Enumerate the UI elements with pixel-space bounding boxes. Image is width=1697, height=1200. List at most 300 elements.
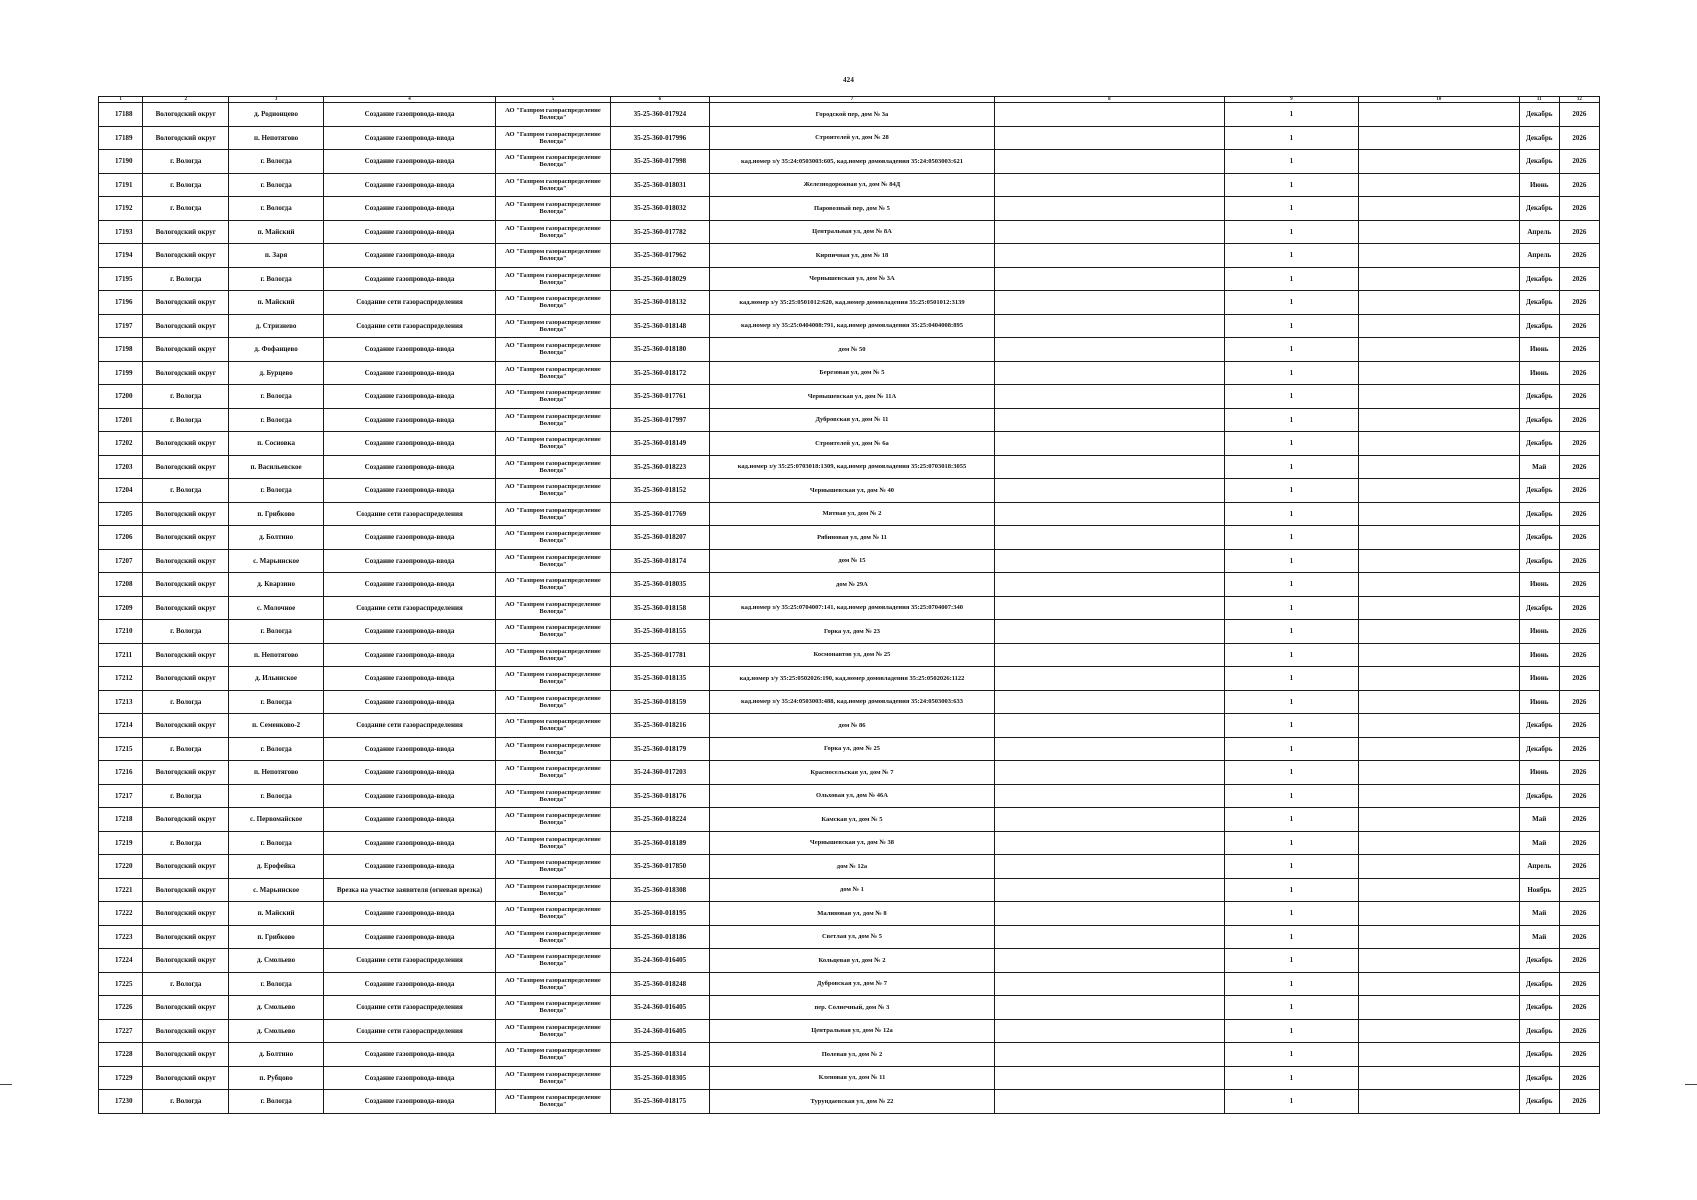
table-row [99, 455, 1600, 479]
month-cell: Май [1519, 925, 1559, 949]
table-row [99, 197, 1600, 221]
settlement-cell: г. Вологда [229, 197, 323, 221]
quantity-cell: 1 [1224, 1066, 1358, 1090]
quantity-cell: 1 [1224, 103, 1358, 127]
row-number-cell: 17212 [99, 667, 143, 691]
organization-cell: АО "Газпром газораспределение Вологда" [496, 808, 610, 832]
district-cell: Вологодский округ [143, 878, 229, 902]
quantity-cell: 1 [1224, 338, 1358, 362]
application-number-cell: 35-25-360-018029 [610, 267, 709, 291]
organization-cell: АО "Газпром газораспределение Вологда" [496, 667, 610, 691]
organization-cell: АО "Газпром газораспределение Вологда" [496, 385, 610, 409]
quantity-cell: 1 [1224, 432, 1358, 456]
quantity-cell: 1 [1224, 150, 1358, 174]
address-cell: Малиновая ул, дом № 8 [710, 902, 995, 926]
row-number-cell: 17228 [99, 1043, 143, 1067]
organization-cell: АО "Газпром газораспределение Вологда" [496, 1043, 610, 1067]
settlement-cell: п. Непотягово [229, 126, 323, 150]
month-cell: Декабрь [1519, 150, 1559, 174]
col-10-cell [1359, 831, 1520, 855]
address-cell: дом № 29А [710, 573, 995, 597]
col-8-cell [994, 573, 1224, 597]
year-cell: 2026 [1559, 855, 1599, 879]
table-row [99, 126, 1600, 150]
table-row [99, 150, 1600, 174]
address-cell: Ольховая ул, дом № 46А [710, 784, 995, 808]
settlement-cell: п. Майский [229, 902, 323, 926]
table-row [99, 596, 1600, 620]
district-cell: Вологодский округ [143, 643, 229, 667]
address-cell: кад.номер з/у 35:25:0501012:620, кад.номер домовладения 35:25:0501012:3139 [710, 291, 995, 315]
column-header: 11 [1519, 97, 1559, 103]
col-10-cell [1359, 150, 1520, 174]
settlement-cell: п. Непотягово [229, 761, 323, 785]
organization-cell: АО "Газпром газораспределение Вологда" [496, 526, 610, 550]
quantity-cell: 1 [1224, 784, 1358, 808]
year-cell: 2026 [1559, 479, 1599, 503]
year-cell: 2026 [1559, 1066, 1599, 1090]
col-10-cell [1359, 1043, 1520, 1067]
application-number-cell: 35-25-360-017997 [610, 408, 709, 432]
address-cell: кад.номер з/у 35:24:0503003:605, кад.номер домовладения 35:24:0503003:621 [710, 150, 995, 174]
work-type-cell: Создание газопровода-ввода [323, 408, 496, 432]
col-8-cell [994, 784, 1224, 808]
settlement-cell: п. Васильевское [229, 455, 323, 479]
quantity-cell: 1 [1224, 737, 1358, 761]
col-8-cell [994, 150, 1224, 174]
table-row [99, 902, 1600, 926]
work-type-cell: Создание газопровода-ввода [323, 220, 496, 244]
settlement-cell: п. Грибково [229, 925, 323, 949]
table-row [99, 643, 1600, 667]
work-type-cell: Создание газопровода-ввода [323, 784, 496, 808]
application-number-cell: 35-24-360-016405 [610, 1019, 709, 1043]
quantity-cell: 1 [1224, 855, 1358, 879]
application-number-cell: 35-25-360-018207 [610, 526, 709, 550]
district-cell: Вологодский округ [143, 573, 229, 597]
work-type-cell: Создание газопровода-ввода [323, 197, 496, 221]
row-number-cell: 17206 [99, 526, 143, 550]
district-cell: Вологодский округ [143, 902, 229, 926]
col-8-cell [994, 902, 1224, 926]
organization-cell: АО "Газпром газораспределение Вологда" [496, 784, 610, 808]
address-cell: Строителей ул, дом № 28 [710, 126, 995, 150]
settlement-cell: г. Вологда [229, 267, 323, 291]
district-cell: Вологодский округ [143, 361, 229, 385]
application-number-cell: 35-25-360-017761 [610, 385, 709, 409]
year-cell: 2026 [1559, 831, 1599, 855]
table-row [99, 949, 1600, 973]
work-type-cell: Создание газопровода-ввода [323, 432, 496, 456]
col-8-cell [994, 714, 1224, 738]
quantity-cell: 1 [1224, 385, 1358, 409]
organization-cell: АО "Газпром газораспределение Вологда" [496, 714, 610, 738]
district-cell: Вологодский округ [143, 526, 229, 550]
organization-cell: АО "Газпром газораспределение Вологда" [496, 267, 610, 291]
month-cell: Декабрь [1519, 526, 1559, 550]
month-cell: Декабрь [1519, 385, 1559, 409]
address-cell: Кирпичная ул, дом № 18 [710, 244, 995, 268]
table-row [99, 831, 1600, 855]
month-cell: Декабрь [1519, 784, 1559, 808]
district-cell: Вологодский округ [143, 761, 229, 785]
col-8-cell [994, 126, 1224, 150]
year-cell: 2026 [1559, 573, 1599, 597]
work-type-cell: Создание газопровода-ввода [323, 244, 496, 268]
work-type-cell: Создание газопровода-ввода [323, 173, 496, 197]
col-10-cell [1359, 1066, 1520, 1090]
col-10-cell [1359, 103, 1520, 127]
year-cell: 2026 [1559, 385, 1599, 409]
district-cell: Вологодский округ [143, 1019, 229, 1043]
col-10-cell [1359, 314, 1520, 338]
quantity-cell: 1 [1224, 690, 1358, 714]
district-cell: Вологодский округ [143, 502, 229, 526]
column-header: 7 [710, 97, 995, 103]
settlement-cell: г. Вологда [229, 620, 323, 644]
row-number-cell: 17223 [99, 925, 143, 949]
col-10-cell [1359, 432, 1520, 456]
row-number-cell: 17224 [99, 949, 143, 973]
col-10-cell [1359, 573, 1520, 597]
quantity-cell: 1 [1224, 667, 1358, 691]
address-cell: дом № 1 [710, 878, 995, 902]
district-cell: г. Вологда [143, 267, 229, 291]
row-number-cell: 17214 [99, 714, 143, 738]
year-cell: 2026 [1559, 150, 1599, 174]
organization-cell: АО "Газпром газораспределение Вологда" [496, 596, 610, 620]
col-10-cell [1359, 408, 1520, 432]
address-cell: Турундаевская ул, дом № 22 [710, 1090, 995, 1114]
district-cell: Вологодский округ [143, 549, 229, 573]
month-cell: Ноябрь [1519, 878, 1559, 902]
organization-cell: АО "Газпром газораспределение Вологда" [496, 620, 610, 644]
work-type-cell: Создание газопровода-ввода [323, 1090, 496, 1114]
year-cell: 2026 [1559, 1043, 1599, 1067]
table-row [99, 526, 1600, 550]
month-cell: Июнь [1519, 667, 1559, 691]
row-number-cell: 17198 [99, 338, 143, 362]
col-10-cell [1359, 596, 1520, 620]
settlement-cell: г. Вологда [229, 1090, 323, 1114]
col-10-cell [1359, 526, 1520, 550]
quantity-cell: 1 [1224, 479, 1358, 503]
work-type-cell: Создание газопровода-ввода [323, 338, 496, 362]
col-8-cell [994, 197, 1224, 221]
address-cell: кад.номер з/у 35:25:0404008:791, кад.номер домовладения 35:25:0404008:895 [710, 314, 995, 338]
col-8-cell [994, 761, 1224, 785]
table-row [99, 996, 1600, 1020]
settlement-cell: г. Вологда [229, 972, 323, 996]
quantity-cell: 1 [1224, 902, 1358, 926]
col-8-cell [994, 314, 1224, 338]
district-cell: Вологодский округ [143, 1043, 229, 1067]
column-header: 10 [1359, 97, 1520, 103]
organization-cell: АО "Газпром газораспределение Вологда" [496, 643, 610, 667]
col-8-cell [994, 173, 1224, 197]
work-type-cell: Создание газопровода-ввода [323, 761, 496, 785]
month-cell: Июнь [1519, 620, 1559, 644]
year-cell: 2026 [1559, 714, 1599, 738]
col-10-cell [1359, 479, 1520, 503]
settlement-cell: д. Смольево [229, 1019, 323, 1043]
page-edge-mark [0, 1084, 12, 1085]
address-cell: Центральная ул, дом № 8А [710, 220, 995, 244]
settlement-cell: д. Смольево [229, 996, 323, 1020]
work-type-cell: Создание газопровода-ввода [323, 526, 496, 550]
organization-cell: АО "Газпром газораспределение Вологда" [496, 338, 610, 362]
row-number-cell: 17189 [99, 126, 143, 150]
address-cell: дом № 12а [710, 855, 995, 879]
table-row [99, 761, 1600, 785]
year-cell: 2026 [1559, 902, 1599, 926]
month-cell: Декабрь [1519, 267, 1559, 291]
settlement-cell: п. Рубцово [229, 1066, 323, 1090]
month-cell: Декабрь [1519, 103, 1559, 127]
col-8-cell [994, 502, 1224, 526]
organization-cell: АО "Газпром газораспределение Вологда" [496, 126, 610, 150]
settlement-cell: с. Марьинское [229, 878, 323, 902]
year-cell: 2026 [1559, 338, 1599, 362]
row-number-cell: 17195 [99, 267, 143, 291]
month-cell: Апрель [1519, 220, 1559, 244]
application-number-cell: 35-25-360-018216 [610, 714, 709, 738]
application-number-cell: 35-25-360-017996 [610, 126, 709, 150]
row-number-cell: 17209 [99, 596, 143, 620]
col-8-cell [994, 596, 1224, 620]
col-10-cell [1359, 361, 1520, 385]
settlement-cell: п. Майский [229, 291, 323, 315]
table-row [99, 972, 1600, 996]
organization-cell: АО "Газпром газораспределение Вологда" [496, 949, 610, 973]
address-cell: Городской пер, дом № 3а [710, 103, 995, 127]
settlement-cell: г. Вологда [229, 690, 323, 714]
address-cell: Паровозный пер, дом № 5 [710, 197, 995, 221]
table-row [99, 103, 1600, 127]
month-cell: Май [1519, 831, 1559, 855]
col-10-cell [1359, 972, 1520, 996]
year-cell: 2026 [1559, 455, 1599, 479]
work-type-cell: Создание газопровода-ввода [323, 455, 496, 479]
application-number-cell: 35-25-360-018159 [610, 690, 709, 714]
settlement-cell: п. Непотягово [229, 643, 323, 667]
table-row [99, 1043, 1600, 1067]
col-10-cell [1359, 291, 1520, 315]
col-8-cell [994, 949, 1224, 973]
work-type-cell: Создание сети газораспределения [323, 596, 496, 620]
column-header: 4 [323, 97, 496, 103]
quantity-cell: 1 [1224, 925, 1358, 949]
row-number-cell: 17204 [99, 479, 143, 503]
organization-cell: АО "Газпром газораспределение Вологда" [496, 314, 610, 338]
year-cell: 2026 [1559, 197, 1599, 221]
table-row [99, 667, 1600, 691]
application-number-cell: 35-25-360-018155 [610, 620, 709, 644]
quantity-cell: 1 [1224, 267, 1358, 291]
settlement-cell: д. Фофанцево [229, 338, 323, 362]
work-type-cell: Создание газопровода-ввода [323, 643, 496, 667]
col-8-cell [994, 1019, 1224, 1043]
district-cell: Вологодский округ [143, 220, 229, 244]
col-10-cell [1359, 808, 1520, 832]
year-cell: 2026 [1559, 996, 1599, 1020]
col-10-cell [1359, 385, 1520, 409]
district-cell: Вологодский округ [143, 432, 229, 456]
year-cell: 2026 [1559, 643, 1599, 667]
work-type-cell: Создание газопровода-ввода [323, 690, 496, 714]
col-10-cell [1359, 1019, 1520, 1043]
col-10-cell [1359, 197, 1520, 221]
application-number-cell: 35-25-360-018179 [610, 737, 709, 761]
table-row [99, 878, 1600, 902]
col-8-cell [994, 620, 1224, 644]
col-8-cell [994, 808, 1224, 832]
year-cell: 2026 [1559, 173, 1599, 197]
table-row [99, 1019, 1600, 1043]
work-type-cell: Создание сети газораспределения [323, 1019, 496, 1043]
work-type-cell: Создание газопровода-ввода [323, 361, 496, 385]
table-row [99, 573, 1600, 597]
application-number-cell: 35-25-360-018132 [610, 291, 709, 315]
quantity-cell: 1 [1224, 573, 1358, 597]
application-number-cell: 35-24-360-017203 [610, 761, 709, 785]
col-8-cell [994, 878, 1224, 902]
quantity-cell: 1 [1224, 949, 1358, 973]
organization-cell: АО "Газпром газораспределение Вологда" [496, 972, 610, 996]
quantity-cell: 1 [1224, 244, 1358, 268]
col-10-cell [1359, 267, 1520, 291]
address-cell: Кленовая ул, дом № 11 [710, 1066, 995, 1090]
quantity-cell: 1 [1224, 526, 1358, 550]
quantity-cell: 1 [1224, 996, 1358, 1020]
col-10-cell [1359, 173, 1520, 197]
work-type-cell: Создание газопровода-ввода [323, 667, 496, 691]
month-cell: Май [1519, 455, 1559, 479]
district-cell: г. Вологда [143, 197, 229, 221]
quantity-cell: 1 [1224, 831, 1358, 855]
address-cell: дом № 15 [710, 549, 995, 573]
registry-table [98, 96, 1600, 1114]
organization-cell: АО "Газпром газораспределение Вологда" [496, 432, 610, 456]
year-cell: 2026 [1559, 925, 1599, 949]
year-cell: 2026 [1559, 784, 1599, 808]
row-number-cell: 17225 [99, 972, 143, 996]
district-cell: Вологодский округ [143, 103, 229, 127]
col-10-cell [1359, 714, 1520, 738]
month-cell: Декабрь [1519, 1019, 1559, 1043]
col-10-cell [1359, 455, 1520, 479]
organization-cell: АО "Газпром газораспределение Вологда" [496, 761, 610, 785]
application-number-cell: 35-25-360-018035 [610, 573, 709, 597]
table-row [99, 432, 1600, 456]
address-cell: кад.номер з/у 35:25:0703018:1309, кад.номер домовладения 35:25:0703018:3055 [710, 455, 995, 479]
col-10-cell [1359, 338, 1520, 362]
address-cell: дом № 50 [710, 338, 995, 362]
address-cell: Березовая ул, дом № 5 [710, 361, 995, 385]
organization-cell: АО "Газпром газораспределение Вологда" [496, 855, 610, 879]
application-number-cell: 35-25-360-018148 [610, 314, 709, 338]
quantity-cell: 1 [1224, 878, 1358, 902]
year-cell: 2026 [1559, 103, 1599, 127]
address-cell: Светлая ул, дом № 5 [710, 925, 995, 949]
month-cell: Декабрь [1519, 949, 1559, 973]
application-number-cell: 35-25-360-017781 [610, 643, 709, 667]
quantity-cell: 1 [1224, 1090, 1358, 1114]
col-10-cell [1359, 855, 1520, 879]
work-type-cell: Создание газопровода-ввода [323, 855, 496, 879]
month-cell: Декабрь [1519, 549, 1559, 573]
row-number-cell: 17202 [99, 432, 143, 456]
organization-cell: АО "Газпром газораспределение Вологда" [496, 150, 610, 174]
quantity-cell: 1 [1224, 1019, 1358, 1043]
column-header: 5 [496, 97, 610, 103]
district-cell: г. Вологда [143, 150, 229, 174]
col-10-cell [1359, 220, 1520, 244]
month-cell: Июнь [1519, 173, 1559, 197]
settlement-cell: г. Вологда [229, 479, 323, 503]
row-number-cell: 17197 [99, 314, 143, 338]
row-number-cell: 17200 [99, 385, 143, 409]
col-8-cell [994, 643, 1224, 667]
district-cell: г. Вологда [143, 972, 229, 996]
address-cell: Дубровская ул, дом № 11 [710, 408, 995, 432]
row-number-cell: 17215 [99, 737, 143, 761]
year-cell: 2026 [1559, 667, 1599, 691]
month-cell: Апрель [1519, 855, 1559, 879]
year-cell: 2026 [1559, 596, 1599, 620]
month-cell: Декабрь [1519, 1043, 1559, 1067]
work-type-cell: Создание газопровода-ввода [323, 126, 496, 150]
application-number-cell: 35-25-360-018176 [610, 784, 709, 808]
table-row [99, 291, 1600, 315]
row-number-cell: 17205 [99, 502, 143, 526]
col-10-cell [1359, 761, 1520, 785]
col-8-cell [994, 291, 1224, 315]
col-8-cell [994, 455, 1224, 479]
work-type-cell: Создание газопровода-ввода [323, 808, 496, 832]
application-number-cell: 35-25-360-018305 [610, 1066, 709, 1090]
column-header: 8 [994, 97, 1224, 103]
district-cell: г. Вологда [143, 408, 229, 432]
application-number-cell: 35-25-360-018189 [610, 831, 709, 855]
application-number-cell: 35-25-360-018195 [610, 902, 709, 926]
district-cell: г. Вологда [143, 737, 229, 761]
quantity-cell: 1 [1224, 197, 1358, 221]
application-number-cell: 35-25-360-018158 [610, 596, 709, 620]
district-cell: Вологодский округ [143, 338, 229, 362]
page-edge-mark [1685, 1084, 1697, 1085]
row-number-cell: 17216 [99, 761, 143, 785]
application-number-cell: 35-25-360-018248 [610, 972, 709, 996]
col-10-cell [1359, 244, 1520, 268]
col-8-cell [994, 408, 1224, 432]
col-8-cell [994, 432, 1224, 456]
year-cell: 2026 [1559, 526, 1599, 550]
application-number-cell: 35-25-360-018175 [610, 1090, 709, 1114]
month-cell: Июнь [1519, 361, 1559, 385]
col-10-cell [1359, 620, 1520, 644]
col-10-cell [1359, 690, 1520, 714]
address-cell: Чернышевская ул, дом № 38 [710, 831, 995, 855]
work-type-cell: Создание газопровода-ввода [323, 479, 496, 503]
table-row [99, 690, 1600, 714]
settlement-cell: д. Стризнево [229, 314, 323, 338]
column-header: 6 [610, 97, 709, 103]
application-number-cell: 35-25-360-017962 [610, 244, 709, 268]
settlement-cell: с. Первомайское [229, 808, 323, 832]
year-cell: 2026 [1559, 267, 1599, 291]
row-number-cell: 17221 [99, 878, 143, 902]
